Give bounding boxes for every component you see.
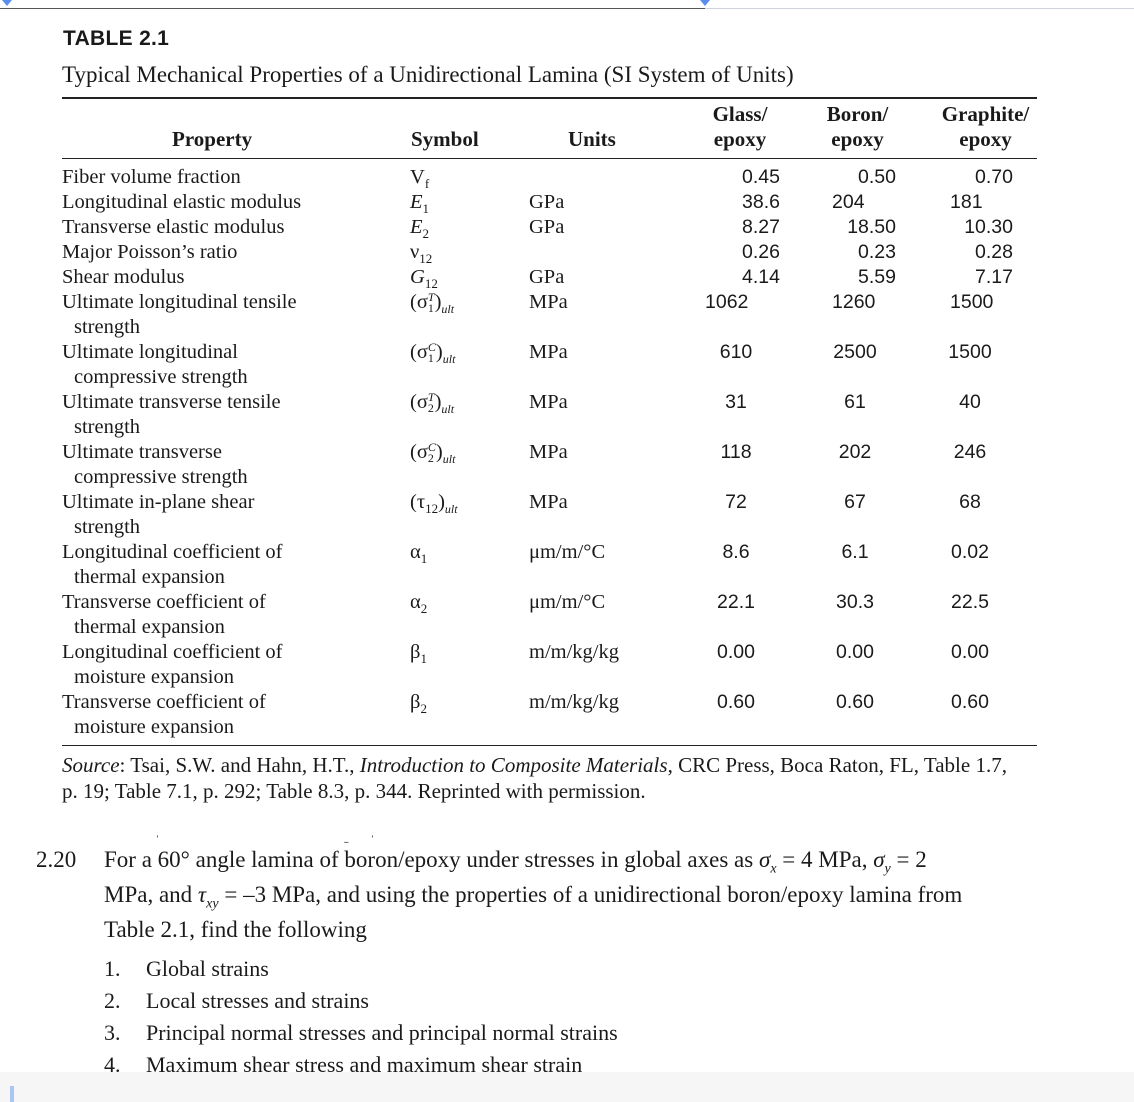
symbol-base: G: [410, 266, 425, 288]
source-label: Source: [62, 753, 120, 777]
problem-item-2: 2. Local stresses and strains: [104, 988, 369, 1013]
cell-glass: 8.27: [742, 216, 780, 238]
cell-property: [62, 265, 402, 290]
header-graphite-line1: Graphite/: [941, 102, 1030, 126]
symbol-subscript: 12: [425, 501, 439, 517]
cell-boron: 202: [838, 441, 872, 463]
property-text: Major Poisson’s ratio: [62, 241, 238, 263]
cell-property: [62, 640, 402, 690]
property-text-continued: strength: [74, 516, 141, 538]
cell-symbol: [410, 590, 520, 621]
cell-glass: 4.14: [742, 266, 780, 288]
property-text-continued: strength: [74, 416, 141, 438]
symbol-base: σ: [416, 291, 428, 313]
problem-sy: = 2 MPa, and: [104, 847, 927, 908]
cell-glass: 8.6: [722, 541, 750, 563]
cell-boron: 0.60: [836, 691, 874, 713]
cell-glass: 22.1: [717, 591, 755, 613]
cell-symbol: [410, 540, 520, 571]
cell-property: [62, 190, 402, 215]
header-boron: [805, 102, 910, 152]
property-text: Transverse elastic modulus: [62, 216, 285, 238]
cell-boron: 1260: [832, 291, 876, 313]
symbol-base: τ: [416, 491, 426, 513]
cell-boron: 0.00: [836, 641, 874, 663]
header-symbol: Symbol: [411, 127, 479, 151]
cell-glass: 118: [720, 441, 752, 463]
symbol-base: α: [410, 541, 421, 563]
cell-symbol: (σ T 1 )$_{ult}$: [410, 290, 455, 317]
cell-graphite: 0.02: [951, 541, 989, 563]
cell-graphite: 0.28: [975, 241, 1013, 263]
cell-property: [62, 215, 402, 240]
property-text: Transverse coefficient of: [62, 691, 266, 713]
cell-property: [62, 240, 402, 265]
cell-graphite: 246: [953, 441, 987, 463]
cell-graphite: 0.60: [951, 691, 989, 713]
cell-symbol: [410, 690, 520, 721]
header-glass-line1: Glass/: [712, 102, 768, 126]
symbol-base: σ: [416, 341, 428, 363]
property-text: Longitudinal coefficient of: [62, 541, 283, 563]
cell-units: MPa: [529, 441, 568, 463]
cell-boron: 0.50: [858, 166, 896, 188]
property-text: Fiber volume fraction: [62, 166, 241, 188]
symbol-subscript: 12: [419, 251, 433, 267]
cell-boron: 18.50: [847, 216, 896, 238]
cell-units: μm/m/°C: [529, 541, 606, 563]
cell-glass: 610: [719, 341, 753, 363]
cell-graphite: 22.5: [951, 591, 989, 613]
source-book: Introduction to Composite Materials: [359, 753, 668, 777]
symbol-superscript: C: [427, 440, 436, 455]
cell-graphite: 68: [959, 491, 981, 513]
header-boron-line1: Boron/: [826, 102, 889, 126]
problem-statement: For a 60° angle lamina of boron/epoxy under stresses in global axes as $\sigma_x = 4$ MPa, $\sigma_y = 2$ MPa, and $\tau_{xy} = -3$ MPa, and using the properties of a unidirectional boron/epoxy lamina from Table 2.1, find the following: [104, 847, 963, 943]
cell-property: [62, 540, 402, 590]
cell-symbol: [410, 640, 520, 671]
scan-mark: ˗: [344, 834, 349, 849]
symbol-superscript: T: [427, 290, 435, 305]
symbol-base: σ: [416, 441, 428, 463]
symbol-ult-subscript: ult: [442, 452, 456, 467]
property-text: Longitudinal coefficient of: [62, 641, 283, 663]
problem-item-3: 3. Principal normal stresses and principal normal strains: [104, 1020, 618, 1045]
symbol-superscript: C: [427, 340, 436, 355]
cell-graphite: 7.17: [975, 266, 1013, 288]
cell-units: m/m/kg/kg: [529, 691, 619, 713]
problem-item-1: 1. Global strains: [104, 956, 269, 981]
cell-property: [62, 390, 402, 440]
cell-property: [62, 290, 402, 340]
cell-boron: 5.59: [858, 266, 896, 288]
cell-graphite: 0.00: [951, 641, 989, 663]
property-text-continued: thermal expansion: [74, 616, 225, 638]
symbol-base: α: [410, 591, 421, 613]
header-units: Units: [568, 127, 616, 151]
symbol-base: β: [410, 641, 421, 663]
source-text-1: : Tsai, S.W. and Hahn, H.T.,: [119, 753, 360, 777]
symbol-ult-subscript: ult: [444, 502, 458, 517]
property-text-continued: moisture expansion: [74, 666, 234, 688]
symbol-subscript: 1: [427, 351, 434, 366]
cell-glass: 0.26: [742, 241, 780, 263]
table-header-rule: [62, 158, 1037, 159]
selection-line: [0, 8, 705, 9]
cell-glass: 0.45: [742, 166, 780, 188]
table-caption: Typical Mechanical Properties of a Unidirectional Lamina (SI System of Units): [62, 62, 794, 87]
cell-symbol: (σ C 2 )$_{ult}$: [410, 440, 456, 467]
symbol-ult-subscript: ult: [442, 352, 456, 367]
property-text-continued: thermal expansion: [74, 566, 225, 588]
cell-units: MPa: [529, 291, 568, 313]
header-graphite-line2: epoxy: [959, 127, 1012, 151]
cell-glass: 0.00: [717, 641, 755, 663]
cell-boron: 61: [844, 391, 866, 413]
cell-units: GPa: [529, 266, 565, 288]
table-bottom-rule: [62, 745, 1037, 746]
cell-glass: 38.6: [742, 191, 780, 213]
symbol-superscript: T: [427, 390, 435, 405]
header-glass: [690, 102, 790, 152]
cell-graphite: 10.30: [964, 216, 1013, 238]
cell-property: [62, 340, 402, 390]
symbol-subscript: 1: [420, 551, 428, 567]
cell-units: GPa: [529, 191, 565, 213]
cell-glass: 31: [725, 391, 747, 413]
cell-boron: 6.1: [841, 541, 869, 563]
cell-property: [62, 440, 402, 490]
cell-boron: 67: [844, 491, 866, 513]
problem-2-20: [36, 847, 966, 943]
property-text-continued: compressive strength: [74, 466, 248, 488]
property-text: Transverse coefficient of: [62, 591, 266, 613]
cell-symbol: (σ T 2 )$_{ult}$: [410, 390, 455, 417]
scan-mark: ˈ: [155, 834, 160, 849]
symbol-subscript: 2: [427, 451, 434, 466]
symbol-subscript: 2: [420, 701, 427, 717]
cell-boron: 204: [832, 191, 865, 213]
cell-property: [62, 165, 402, 190]
symbol-base: E: [410, 191, 423, 213]
header-graphite: [928, 102, 1043, 152]
problem-intro: For a 60° angle lamina of boron/epoxy under stresses in global axes as: [104, 847, 754, 872]
cell-glass: 72: [725, 491, 747, 513]
property-text: Ultimate longitudinal: [62, 341, 238, 363]
cell-units: μm/m/°C: [529, 591, 606, 613]
cell-units: MPa: [529, 391, 568, 413]
table-label: TABLE 2.1: [63, 27, 170, 50]
property-text: Ultimate longitudinal tensile: [62, 291, 297, 313]
property-text: Ultimate transverse tensile: [62, 391, 281, 413]
symbol-base: ν: [410, 241, 420, 263]
cell-units: GPa: [529, 216, 565, 238]
symbol-subscript: 1: [422, 201, 430, 217]
property-text: Shear modulus: [62, 266, 185, 288]
symbol-subscript: 2: [420, 601, 428, 617]
cell-property: [62, 490, 402, 540]
header-property: Property: [172, 127, 253, 151]
cell-graphite: 1500: [950, 291, 994, 313]
table-top-rule: [62, 97, 1037, 99]
cell-boron: 30.3: [836, 591, 874, 613]
scroll-indicator[interactable]: [10, 1086, 14, 1102]
selection-handle-left-icon[interactable]: [2, 0, 12, 6]
symbol-base: σ: [416, 391, 428, 413]
symbol-subscript: 12: [424, 276, 438, 292]
cell-graphite: 0.70: [975, 166, 1013, 188]
cell-graphite: 1500: [948, 341, 992, 363]
selection-handle-right-icon[interactable]: [700, 0, 710, 6]
header-boron-line2: epoxy: [831, 127, 884, 151]
symbol-subscript: f: [424, 176, 430, 192]
cell-units: MPa: [529, 341, 568, 363]
cell-glass: 0.60: [717, 691, 755, 713]
symbol-subscript: 2: [427, 401, 434, 416]
property-text: Longitudinal elastic modulus: [62, 191, 302, 213]
symbol-ult-subscript: ult: [441, 402, 455, 417]
header-glass-line2: epoxy: [713, 127, 767, 151]
cell-units: MPa: [529, 491, 568, 513]
symbol-subscript: 1: [420, 651, 427, 667]
problem-number: 2.20: [36, 847, 77, 872]
property-text-continued: strength: [74, 316, 141, 338]
property-text: Ultimate transverse: [62, 441, 222, 463]
property-text-continued: compressive strength: [74, 366, 248, 388]
cell-property: [62, 590, 402, 640]
cell-glass: 1062: [705, 291, 749, 313]
symbol-base: E: [410, 216, 423, 238]
cell-units: m/m/kg/kg: [529, 641, 619, 663]
cell-property: [62, 690, 402, 740]
symbol-base: β: [410, 691, 421, 713]
problem-txy: = –3 MPa, and using the properties of a unidirectional boron/epoxy lamina from Table 2.1, find the following: [104, 882, 963, 943]
cell-boron: 0.23: [858, 241, 896, 263]
symbol-ult-subscript: ult: [441, 302, 455, 317]
symbol-subscript: 1: [427, 301, 434, 316]
scan-mark: ˈ: [370, 834, 375, 849]
cell-graphite: 40: [959, 391, 981, 413]
table-source: [62, 752, 1027, 804]
source-text-2: , CRC Press, Boca Raton, FL, Table 1.7, p. 19; Table 7.1, p. 292; Table 8.3, p. 344. Reprinted with permission.: [62, 753, 1007, 803]
problem-item-4: 4. Maximum shear stress and maximum shear strain: [104, 1052, 583, 1077]
property-text-continued: moisture expansion: [74, 716, 234, 738]
cell-graphite: 181: [950, 191, 983, 213]
cell-boron: 2500: [833, 341, 877, 363]
cell-symbol: $(\tau_{12})_{ult}$: [410, 491, 458, 517]
property-text: Ultimate in-plane shear: [62, 491, 255, 513]
cell-symbol: (σ C 1 )$_{ult}$: [410, 340, 456, 367]
problem-sx: = 4 MPa,: [782, 847, 868, 872]
symbol-subscript: 2: [422, 226, 430, 242]
symbol-base: V: [410, 166, 425, 188]
